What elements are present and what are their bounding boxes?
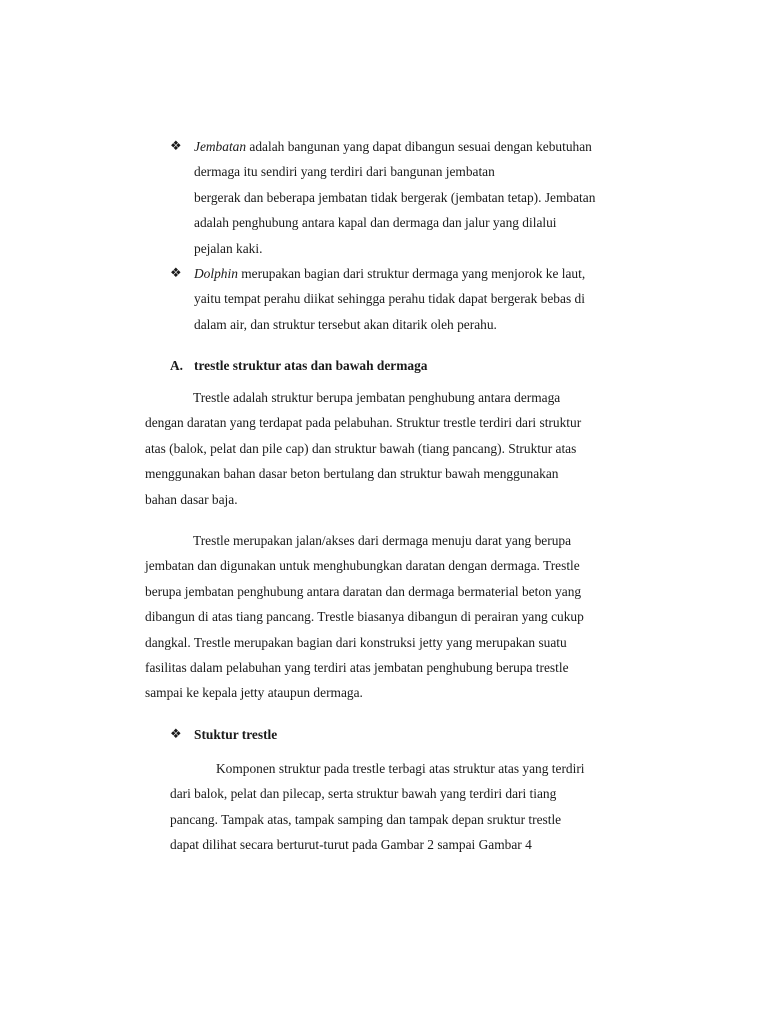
bullet-line: Jembatan adalah bangunan yang dapat dibangun sesuai dengan kebutuhan xyxy=(194,139,592,154)
diamond-bullet-icon: ❖ xyxy=(170,266,182,281)
bullet-line: yaitu tempat perahu diikat sehingga perahu tidak dapat bergerak bebas di xyxy=(194,291,585,307)
paragraph-line: berupa jembatan penghubung antara daratan dan dermaga bermaterial beton yang xyxy=(145,583,582,599)
subsection-heading xyxy=(170,722,277,747)
paragraph-line: Trestle merupakan jalan/akses dari dermaga menuju darat yang berupa xyxy=(193,533,572,548)
bullet-line: Dolphin merupakan bagian dari struktur dermaga yang menjorok ke laut, xyxy=(194,266,586,281)
bullet-dolphin xyxy=(170,261,670,337)
paragraph-line: dibangun di atas tiang pancang. Trestle biasanya dibangun di perairan yang cukup xyxy=(145,609,584,625)
bullet-line: bergerak dan beberapa jembatan tidak bergerak (jembatan tetap). Jembatan xyxy=(194,189,596,205)
subsection-paragraph xyxy=(170,756,670,858)
section-heading xyxy=(170,353,427,378)
paragraph-line: dengan daratan yang terdapat pada pelabuhan. Struktur trestle terdiri dari struktur xyxy=(145,415,582,431)
bullet-lead-term: Dolphin xyxy=(194,266,238,281)
paragraph-line: dari balok, pelat dan pilecap, serta struktur bawah yang terdiri dari tiang xyxy=(170,786,557,802)
paragraph-line: dapat dilihat secara berturut-turut pada Gambar 2 sampai Gambar 4 xyxy=(170,837,532,853)
bullet-lead-term: Jembatan xyxy=(194,139,247,154)
paragraph-line: fasilitas dalam pelabuhan yang terdiri atas jembatan penghubung berupa trestle xyxy=(145,660,569,676)
section-title: trestle struktur atas dan bawah dermaga xyxy=(194,358,428,373)
paragraph-line: jembatan dan digunakan untuk menghubungkan daratan dengan dermaga. Trestle xyxy=(145,558,580,574)
paragraph-line: pancang. Tampak atas, tampak samping dan tampak depan sruktur trestle xyxy=(170,811,562,827)
paragraph-line: Komponen struktur pada trestle terbagi atas struktur atas yang terdiri xyxy=(216,761,585,776)
bullet-line: pejalan kaki. xyxy=(194,240,263,256)
diamond-bullet-icon: ❖ xyxy=(170,139,182,154)
paragraph-trestle-definition xyxy=(145,385,645,512)
paragraph-line: Trestle adalah struktur berupa jembatan penghubung antara dermaga xyxy=(193,390,561,405)
bullet-line: dalam air, dan struktur tersebut akan ditarik oleh perahu. xyxy=(194,316,497,332)
paragraph-trestle-access xyxy=(145,528,645,706)
paragraph-line: bahan dasar baja. xyxy=(145,491,238,507)
diamond-bullet-icon: ❖ xyxy=(170,727,182,742)
bullet-jembatan xyxy=(170,134,670,261)
paragraph-line: dangkal. Trestle merupakan bagian dari konstruksi jetty yang merupakan suatu xyxy=(145,634,567,650)
paragraph-line: atas (balok, pelat dan pile cap) dan struktur bawah (tiang pancang). Struktur atas xyxy=(145,440,577,456)
paragraph-line: menggunakan bahan dasar beton bertulang dan struktur bawah menggunakan xyxy=(145,466,559,482)
section-letter: A. xyxy=(170,358,184,373)
subsection-title: Stuktur trestle xyxy=(194,727,278,742)
bullet-line: adalah penghubung antara kapal dan dermaga dan jalur yang dilalui xyxy=(194,215,557,231)
bullet-line: dermaga itu sendiri yang terdiri dari bangunan jembatan xyxy=(194,164,495,180)
paragraph-line: sampai ke kepala jetty ataupun dermaga. xyxy=(145,685,363,701)
